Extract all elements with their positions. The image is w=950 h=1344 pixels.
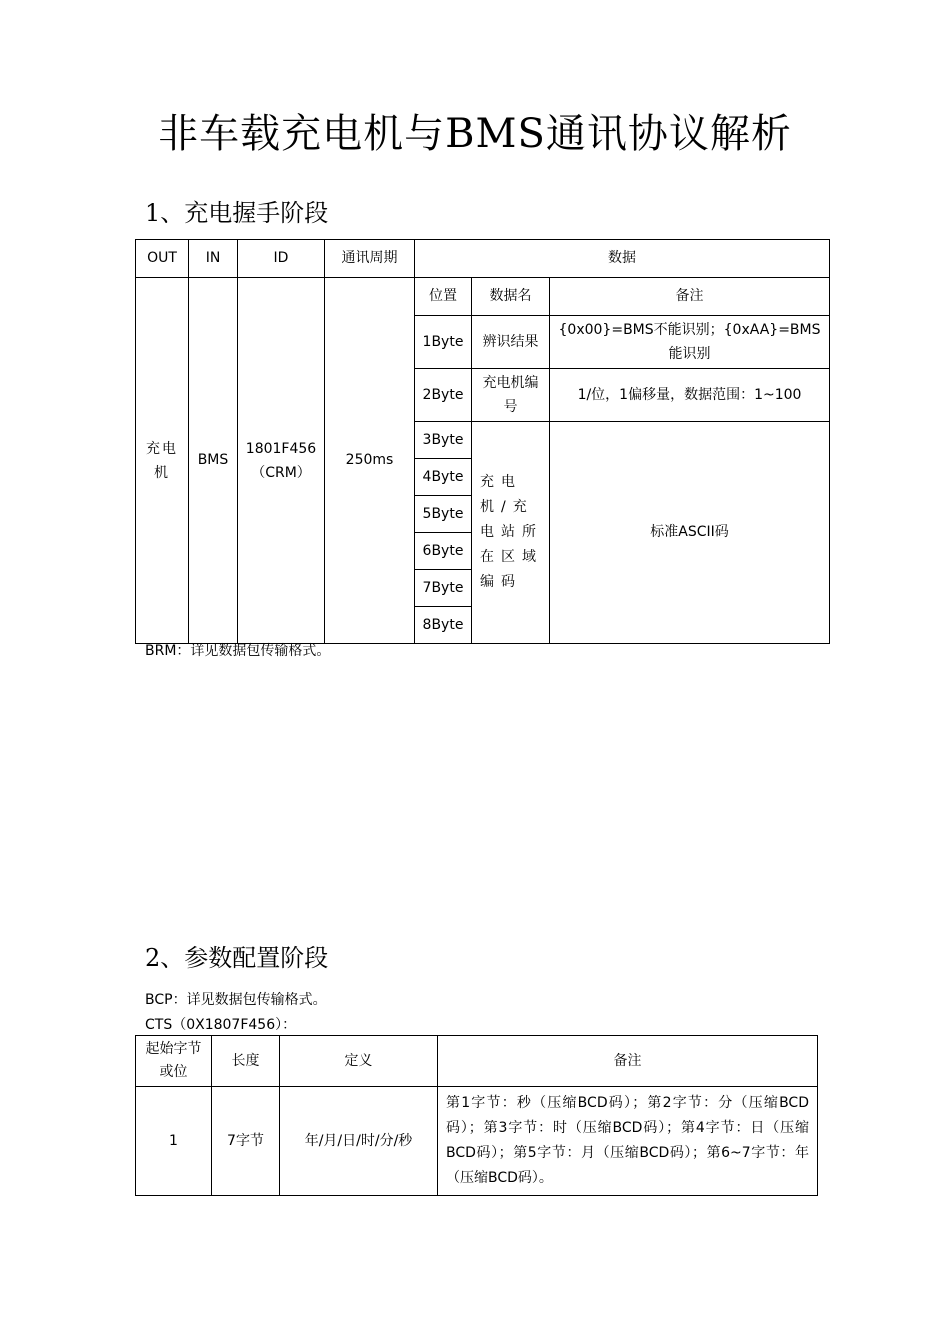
- bcp-note: BCP：详见数据包传输格式。: [145, 992, 327, 1008]
- remark-cell: 第1字节：秒（压缩BCD码）；第2字节：分（压缩BCD码）；第3字节：时（压缩BCD码）；第4字节：日（压缩BCD码）；第5字节：月（压缩BCD码）；第6~7字节：年（压缩BCD码）。: [438, 1087, 818, 1196]
- cts-table: [135, 1035, 818, 1196]
- brm-footnote: BRM：详见数据包传输格式。: [145, 643, 331, 659]
- cell-id: [238, 278, 325, 644]
- position-cell: 6Byte: [415, 533, 472, 570]
- name-value: 充电机编号: [482, 375, 539, 415]
- region-name-cell: 充电机/充电站所在区域编码: [472, 422, 550, 644]
- name-value: 辨识结果: [482, 334, 539, 350]
- remark-cell: {0x00}=BMS不能识别；{0xAA}=BMS能识别: [550, 316, 830, 369]
- cell-out: [136, 278, 189, 644]
- position-cell: 2Byte: [415, 369, 472, 422]
- position-cell: 5Byte: [415, 496, 472, 533]
- length-cell: 7字节: [212, 1087, 280, 1196]
- header-definition: 定义: [280, 1036, 438, 1087]
- subheader-position: 位置: [415, 278, 472, 316]
- cell-period: 250ms: [325, 278, 415, 644]
- handshake-table: [135, 239, 830, 644]
- header-start-label: 起始字节或位: [145, 1041, 202, 1080]
- header-out: OUT: [136, 240, 189, 278]
- position-cell: 4Byte: [415, 459, 472, 496]
- cts-note: CTS（0X1807F456）：: [145, 1017, 297, 1033]
- position-cell: 3Byte: [415, 422, 472, 459]
- header-length: 长度: [212, 1036, 280, 1087]
- header-data: 数据: [415, 240, 830, 278]
- definition-cell: 年/月/日/时/分/秒: [280, 1087, 438, 1196]
- table-header-row: [136, 1036, 818, 1087]
- header-in: IN: [189, 240, 238, 278]
- header-start: [136, 1036, 212, 1087]
- table-header-row: [136, 240, 830, 278]
- remark-cell: 1/位，1偏移量，数据范围：1~100: [550, 369, 830, 422]
- start-cell: 1: [136, 1087, 212, 1196]
- section1-heading: 1、充电握手阶段: [145, 199, 329, 227]
- id-value: 1801F456: [245, 440, 317, 457]
- name-cell: [472, 369, 550, 422]
- header-period: 通讯周期: [325, 240, 415, 278]
- position-cell: 7Byte: [415, 570, 472, 607]
- subheader-remark: 备注: [550, 278, 830, 316]
- subheader-name: 数据名: [472, 278, 550, 316]
- out-value: 充电机: [146, 440, 178, 481]
- id-label: （CRM）: [251, 464, 311, 481]
- position-cell: 1Byte: [415, 316, 472, 369]
- document-title: 非车载充电机与BMS通讯协议解析: [158, 111, 792, 157]
- name-cell: [472, 316, 550, 369]
- cell-in: BMS: [189, 278, 238, 644]
- position-cell: 8Byte: [415, 607, 472, 644]
- table-subheader-row: [136, 278, 830, 316]
- header-id: ID: [238, 240, 325, 278]
- region-remark-cell: 标准ASCII码: [550, 422, 830, 644]
- section2-heading: 2、参数配置阶段: [145, 944, 329, 972]
- header-remark: 备注: [438, 1036, 818, 1087]
- table-row: [136, 1087, 818, 1196]
